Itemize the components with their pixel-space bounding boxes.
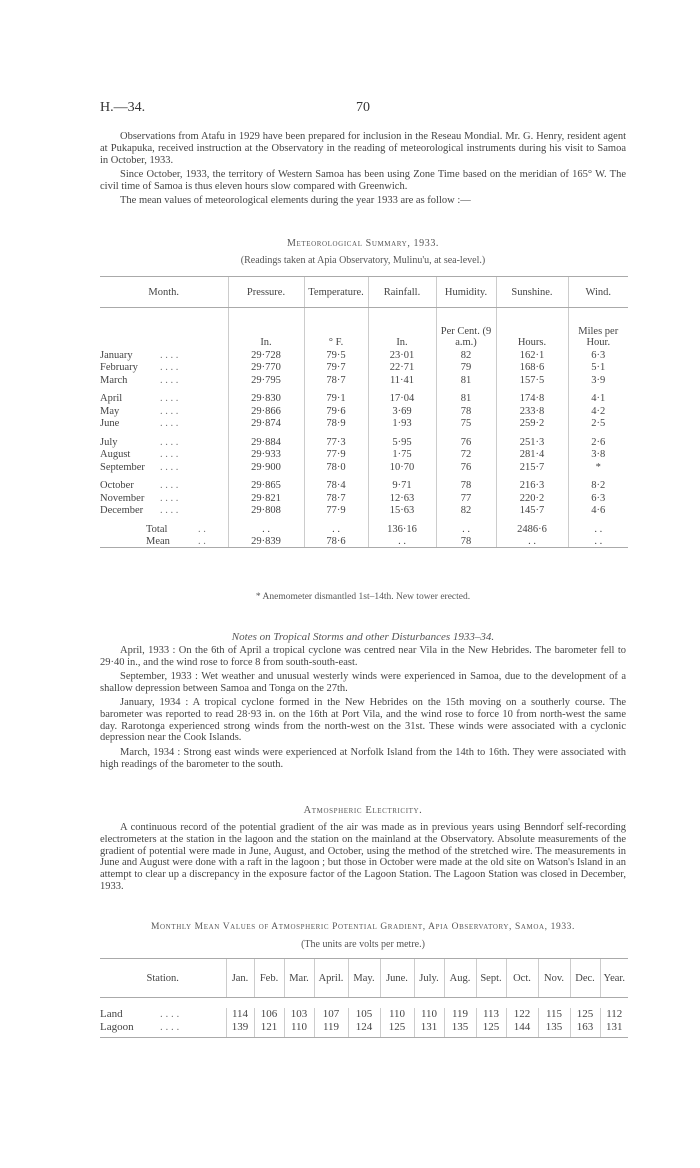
column-header: Nov. — [538, 959, 570, 998]
value-cell: . . — [228, 522, 304, 535]
value-cell: 9·71 — [368, 479, 436, 492]
value-cell: 78·9 — [304, 417, 368, 430]
column-header: June. — [380, 959, 414, 998]
column-header: Oct. — [506, 959, 538, 998]
month-label: February — [100, 362, 138, 373]
spacer-row — [100, 998, 628, 1009]
column-header: Sept. — [476, 959, 506, 998]
value-cell: 29·821 — [228, 491, 304, 504]
unit-cell: In. — [228, 308, 304, 349]
station-label: Lagoon — [100, 1020, 134, 1033]
value-cell: 281·4 — [496, 448, 568, 461]
intro-paragraph-1: Observations from Atafu in 1929 have been prepared for inclusion in the Reseau Mondial. Mr. G. Henry, resident agent at Pukapuka, received instruction at the Observatory in the reading of meteorological instruments during his visit to Samoa in October, 1933. — [100, 131, 626, 166]
leader-dots: . . — [198, 523, 206, 535]
value-cell: 125 — [570, 1008, 600, 1021]
meteorological-summary-table — [100, 276, 628, 548]
value-cell: 131 — [414, 1021, 444, 1038]
table-row — [100, 448, 628, 461]
table-header-row — [100, 959, 628, 998]
column-header: Jan. — [226, 959, 254, 998]
unit-cell: Hours. — [496, 308, 568, 349]
table-row — [100, 404, 628, 417]
month-label: April — [100, 393, 123, 404]
value-cell: 29·865 — [228, 479, 304, 492]
mean-label-cell — [100, 535, 228, 548]
mean-row — [100, 535, 628, 548]
total-row — [100, 522, 628, 535]
value-cell: 110 — [284, 1021, 314, 1038]
station-cell — [100, 1021, 226, 1038]
column-header: Pressure. — [228, 277, 304, 308]
value-cell: 131 — [600, 1021, 628, 1038]
column-header: Aug. — [444, 959, 476, 998]
value-cell: 139 — [226, 1021, 254, 1038]
value-cell: 121 — [254, 1021, 284, 1038]
leader-dots: . . . . — [160, 393, 179, 404]
unit-cell: Per Cent. (9 a.m.) — [436, 308, 496, 349]
value-cell: 75 — [436, 417, 496, 430]
value-cell: 11·41 — [368, 373, 436, 386]
value-cell: 135 — [444, 1021, 476, 1038]
value-cell: 29·866 — [228, 404, 304, 417]
value-cell: 29·830 — [228, 392, 304, 405]
leader-dots: . . . . — [160, 1020, 180, 1033]
value-cell: 107 — [314, 1008, 348, 1021]
month-cell — [100, 404, 228, 417]
month-cell — [100, 479, 228, 492]
value-cell: 259·2 — [496, 417, 568, 430]
month-label: December — [100, 505, 144, 516]
table-row — [100, 435, 628, 448]
value-cell: 29·770 — [228, 361, 304, 374]
value-cell: 78 — [436, 479, 496, 492]
column-header: Month. — [100, 277, 228, 308]
value-cell: 119 — [444, 1008, 476, 1021]
value-cell: 77·9 — [304, 504, 368, 517]
met-summary-title: Meteorological Summary, 1933. — [286, 238, 440, 249]
value-cell: 23·01 — [368, 348, 436, 361]
leader-dots: . . . . — [160, 492, 179, 504]
month-cell — [100, 392, 228, 405]
intro-paragraph-2: Since October, 1933, the territory of Western Samoa has been using Zone Time based on the meridian of 165° W. The civil time of Samoa is thus eleven hours slow compared with Greenwich. — [100, 169, 626, 192]
value-cell: 136·16 — [368, 522, 436, 535]
value-cell: 81 — [436, 373, 496, 386]
column-header: Mar. — [284, 959, 314, 998]
column-header: April. — [314, 959, 348, 998]
value-cell: 29·839 — [228, 535, 304, 548]
month-cell — [100, 435, 228, 448]
column-header: Rainfall. — [368, 277, 436, 308]
month-cell — [100, 417, 228, 430]
value-cell: 251·3 — [496, 435, 568, 448]
station-cell — [100, 1008, 226, 1021]
month-cell — [100, 448, 228, 461]
value-cell: 115 — [538, 1008, 570, 1021]
value-cell: 5·95 — [368, 435, 436, 448]
value-cell: 110 — [380, 1008, 414, 1021]
column-header: Year. — [600, 959, 628, 998]
value-cell: 72 — [436, 448, 496, 461]
value-cell: 82 — [436, 348, 496, 361]
leader-dots: . . . . — [160, 436, 179, 448]
month-label: October — [100, 480, 134, 491]
column-header: Wind. — [568, 277, 628, 308]
value-cell: 105 — [348, 1008, 380, 1021]
column-header: Station. — [100, 959, 226, 998]
value-cell: 78·7 — [304, 373, 368, 386]
intro-paragraph-3: The mean values of meteorological elements during the year 1933 are as follow :— — [120, 195, 471, 206]
unit-cell: In. — [368, 308, 436, 349]
column-header: Temperature. — [304, 277, 368, 308]
station-label: Land — [100, 1008, 123, 1021]
value-cell: 79·5 — [304, 348, 368, 361]
value-cell: 4·6 — [568, 504, 628, 517]
value-cell: 106 — [254, 1008, 284, 1021]
value-cell: 145·7 — [496, 504, 568, 517]
value-cell: 233·8 — [496, 404, 568, 417]
value-cell: 113 — [476, 1008, 506, 1021]
value-cell: 79·1 — [304, 392, 368, 405]
leader-dots: . . . . — [160, 418, 179, 429]
value-cell: 162·1 — [496, 348, 568, 361]
column-header: Feb. — [254, 959, 284, 998]
table-row — [100, 348, 628, 361]
met-footnote: * Anemometer dismantled 1st–14th. New tower erected. — [255, 592, 471, 602]
value-cell: 78·4 — [304, 479, 368, 492]
units-row — [100, 308, 628, 349]
leader-dots: . . . . — [160, 480, 179, 491]
value-cell: 168·6 — [496, 361, 568, 374]
value-cell: 81 — [436, 392, 496, 405]
leader-dots: . . . . — [160, 349, 179, 361]
value-cell: 174·8 — [496, 392, 568, 405]
value-cell: 29·874 — [228, 417, 304, 430]
column-header: Sunshine. — [496, 277, 568, 308]
value-cell: 157·5 — [496, 373, 568, 386]
value-cell: 78 — [436, 535, 496, 548]
storm-note-3: January, 1934 : A tropical cyclone formed in the New Hebrides on the 15th moving on a southerly course. The barometer was reported to read 28·93 in. on the 16th at Port Vila, and the wind rose to force 10 from north-west the same day. Rarotonga experienced strong winds from the north-west on the 31st. These winds were associated with a cyclonic depression near the Cook Islands. — [100, 697, 626, 744]
value-cell: * — [568, 460, 628, 473]
month-label: November — [100, 492, 145, 504]
value-cell: 3·9 — [568, 373, 628, 386]
table-row — [100, 1021, 628, 1038]
value-cell: 114 — [226, 1008, 254, 1021]
page-number: 70 — [356, 100, 370, 115]
page-header-ref: H.—34. — [100, 100, 146, 115]
met-summary-subtitle: (Readings taken at Apia Observatory, Mulinu'u, at sea-level.) — [240, 255, 486, 266]
storm-note-2: September, 1933 : Wet weather and unusual westerly winds were experienced in Samoa, due to the development of a shallow depression between Samoa and Tonga on the 27th. — [100, 671, 626, 694]
leader-dots: . . — [198, 536, 206, 547]
value-cell: 29·933 — [228, 448, 304, 461]
value-cell: . . — [496, 535, 568, 548]
value-cell: 112 — [600, 1008, 628, 1021]
value-cell: 6·3 — [568, 491, 628, 504]
table-row — [100, 491, 628, 504]
value-cell: 77 — [436, 491, 496, 504]
value-cell: 1·93 — [368, 417, 436, 430]
value-cell: 124 — [348, 1021, 380, 1038]
value-cell: . . — [368, 535, 436, 548]
value-cell: 76 — [436, 435, 496, 448]
month-cell — [100, 504, 228, 517]
column-header: July. — [414, 959, 444, 998]
electricity-paragraph: A continuous record of the potential gradient of the air was made as in previous years using Benndorf self-recording electrometers at the station in the lagoon and the station on the mainland at the Observatory. Absolute measurements of the gradient of potential were made in June, August, and October, using the method of the stretched wire. The measurements in June and August were done with a raft in the lagoon ; but those in October were made at the old site on Watson's Island in an attempt to clear up a discrepancy in the exposure factor of the Lagoon Station. The Lagoon Station was closed in December, 1933. — [100, 822, 626, 892]
column-header: May. — [348, 959, 380, 998]
value-cell: 29·808 — [228, 504, 304, 517]
month-cell — [100, 361, 228, 374]
value-cell: 78·0 — [304, 460, 368, 473]
value-cell: 135 — [538, 1021, 570, 1038]
value-cell: 15·63 — [368, 504, 436, 517]
month-label: September — [100, 461, 145, 473]
storms-heading: Notes on Tropical Storms and other Disturbances 1933–34. — [231, 631, 495, 643]
value-cell: . . — [568, 522, 628, 535]
value-cell: 2·6 — [568, 435, 628, 448]
potential-gradient-table — [100, 958, 628, 1038]
value-cell: 2486·6 — [496, 522, 568, 535]
value-cell: 5·1 — [568, 361, 628, 374]
value-cell: 3·69 — [368, 404, 436, 417]
leader-dots: . . . . — [160, 505, 179, 516]
value-cell: 82 — [436, 504, 496, 517]
value-cell: 76 — [436, 460, 496, 473]
value-cell: 17·04 — [368, 392, 436, 405]
value-cell: 119 — [314, 1021, 348, 1038]
value-cell: 216·3 — [496, 479, 568, 492]
storm-note-4: March, 1934 : Strong east winds were experienced at Norfolk Island from the 14th to 16th. They were associated with high readings of the barometer to the south. — [100, 747, 626, 770]
value-cell: 22·71 — [368, 361, 436, 374]
table-header-row — [100, 277, 628, 308]
month-cell — [100, 491, 228, 504]
electricity-heading: Atmospheric Electricity. — [303, 805, 423, 816]
value-cell: 4·2 — [568, 404, 628, 417]
month-label: January — [100, 349, 133, 361]
storm-note-1: April, 1933 : On the 6th of April a tropical cyclone was centred near Vila in the New Hebrides. The barometer fell to 29·40 in., and the wind rose to force 8 from south-south-east. — [100, 645, 626, 668]
value-cell: 29·795 — [228, 373, 304, 386]
column-header: Dec. — [570, 959, 600, 998]
value-cell: 6·3 — [568, 348, 628, 361]
month-label: March — [100, 374, 128, 386]
value-cell: 110 — [414, 1008, 444, 1021]
value-cell: 144 — [506, 1021, 538, 1038]
month-cell — [100, 460, 228, 473]
leader-dots: . . . . — [160, 1008, 180, 1021]
leader-dots: . . . . — [160, 405, 179, 417]
table-row — [100, 1008, 628, 1021]
month-cell — [100, 348, 228, 361]
value-cell: 4·1 — [568, 392, 628, 405]
value-cell: 1·75 — [368, 448, 436, 461]
month-label: May — [100, 405, 120, 417]
mean-label: Mean — [146, 536, 170, 547]
value-cell: 79 — [436, 361, 496, 374]
gradient-table-subtitle: (The units are volts per metre.) — [301, 939, 425, 950]
value-cell: 77·3 — [304, 435, 368, 448]
value-cell: 103 — [284, 1008, 314, 1021]
value-cell: . . — [304, 522, 368, 535]
column-header: Humidity. — [436, 277, 496, 308]
table-row — [100, 460, 628, 473]
value-cell: 77·9 — [304, 448, 368, 461]
table-row — [100, 392, 628, 405]
value-cell: 78·6 — [304, 535, 368, 548]
leader-dots: . . . . — [160, 449, 179, 460]
value-cell: 78 — [436, 404, 496, 417]
value-cell: 8·2 — [568, 479, 628, 492]
value-cell: 29·900 — [228, 460, 304, 473]
value-cell: 2·5 — [568, 417, 628, 430]
leader-dots: . . . . — [160, 374, 179, 386]
value-cell: 79·6 — [304, 404, 368, 417]
month-label: July — [100, 436, 118, 448]
table-row — [100, 373, 628, 386]
value-cell: . . — [568, 535, 628, 548]
table-row — [100, 417, 628, 430]
table-row — [100, 479, 628, 492]
month-cell — [100, 373, 228, 386]
value-cell: 29·884 — [228, 435, 304, 448]
value-cell: 78·7 — [304, 491, 368, 504]
value-cell: 10·70 — [368, 460, 436, 473]
value-cell: 220·2 — [496, 491, 568, 504]
value-cell: 3·8 — [568, 448, 628, 461]
value-cell: 125 — [380, 1021, 414, 1038]
total-label-cell — [100, 522, 228, 535]
value-cell: 12·63 — [368, 491, 436, 504]
gradient-table-title: Monthly Mean Values of Atmospheric Potential Gradient, Apia Observatory, Samoa, 1933. — [150, 922, 575, 932]
unit-cell: ° F. — [304, 308, 368, 349]
leader-dots: . . . . — [160, 461, 179, 473]
value-cell: 122 — [506, 1008, 538, 1021]
value-cell: 79·7 — [304, 361, 368, 374]
leader-dots: . . . . — [160, 362, 179, 373]
value-cell: 215·7 — [496, 460, 568, 473]
unit-cell: Miles per Hour. — [568, 308, 628, 349]
unit-cell — [100, 308, 228, 349]
table-row — [100, 504, 628, 517]
value-cell: . . — [436, 522, 496, 535]
value-cell: 125 — [476, 1021, 506, 1038]
month-label: August — [100, 449, 131, 460]
value-cell: 163 — [570, 1021, 600, 1038]
month-label: June — [100, 418, 120, 429]
value-cell: 29·728 — [228, 348, 304, 361]
total-label: Total — [146, 523, 168, 535]
table-row — [100, 361, 628, 374]
